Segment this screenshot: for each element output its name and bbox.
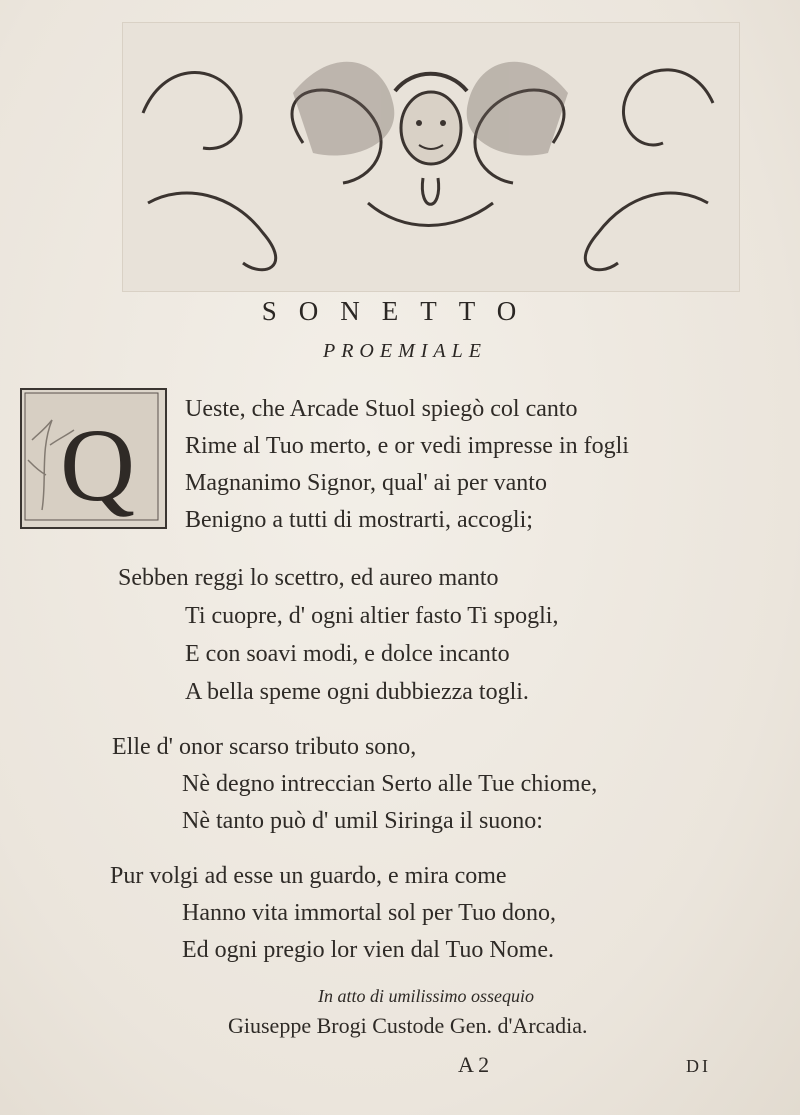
line: Ed ogni pregio lor vien dal Tuo Nome. [182,937,554,963]
line: Rime al Tuo merto, e or vedi impresse in fogli [185,433,629,459]
line: A bella speme ogni dubbiezza togli. [185,679,529,705]
line: E con soavi modi, e dolce incanto [185,641,510,667]
line: Nè degno intreccian Serto alle Tue chiome, [182,771,598,797]
line: Pur volgi ad esse un guardo, e mira come [110,863,507,889]
initial-letter: Q [60,408,136,523]
line: Sebben reggi lo scettro, ed aureo manto [118,565,499,591]
line: Benigno a tutti di mostrarti, accogli; [185,507,533,533]
signature-name: Giuseppe Brogi Custode Gen. d'Arcadia. [228,1013,588,1038]
catchword: DI [686,1056,711,1076]
title: SONETTO [261,296,539,326]
ornamental-headpiece-icon [122,22,740,292]
decorated-initial-icon [20,388,167,529]
line: Ti cuopre, d' ogni altier fasto Ti spogli, [185,603,559,629]
page-mark: A 2 [458,1052,490,1077]
line: Elle d' onor scarso tributo sono, [112,734,417,760]
line: Hanno vita immortal sol per Tuo dono, [182,900,556,926]
subtitle: PROEMIALE [323,340,487,362]
line: Ueste, che Arcade Stuol spiegò col canto [185,396,578,422]
signature-note: In atto di umilissimo ossequio [318,986,535,1006]
line: Magnanimo Signor, qual' ai per vanto [185,470,547,496]
line: Nè tanto può d' umil Siringa il suono: [182,808,543,834]
